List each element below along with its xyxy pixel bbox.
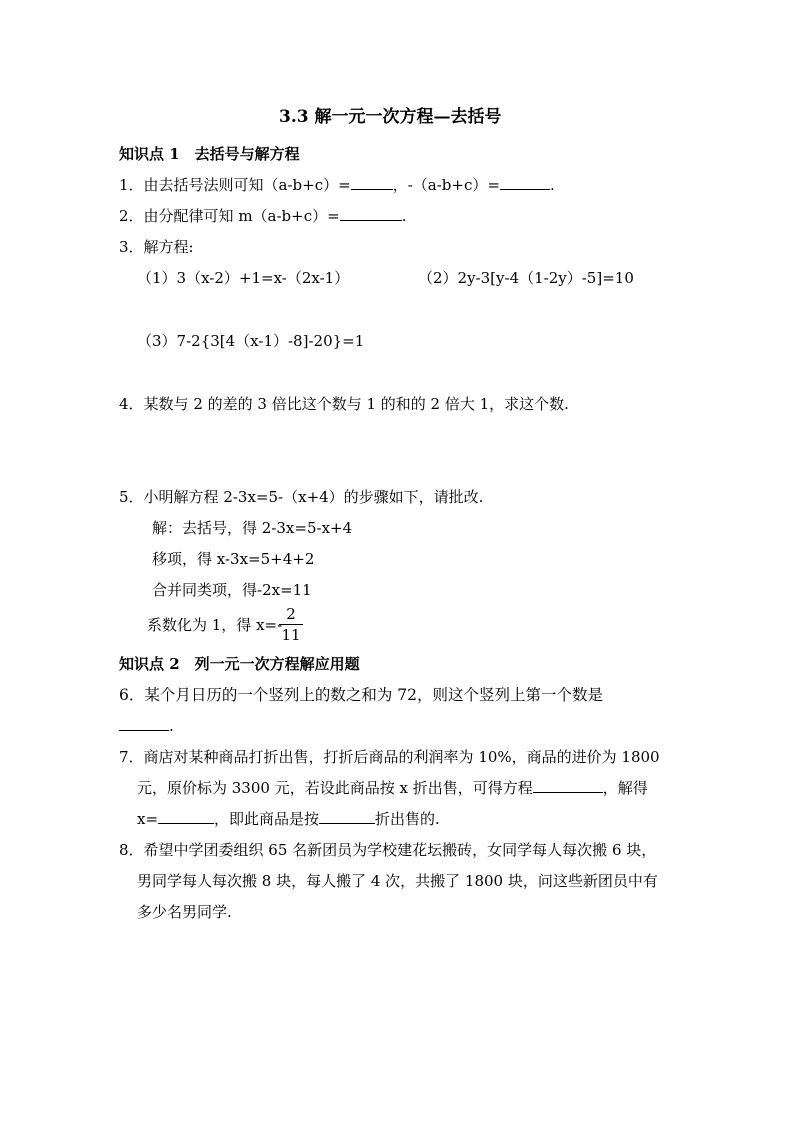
question-text: ，即此商品是按 <box>214 810 320 828</box>
section-heading-2: 知识点 2 列一元一次方程解应用题 <box>119 655 360 673</box>
solution-step-4: 系数化为 1，得 x=- <box>147 616 283 634</box>
question-text: 由分配律可知 m（a-b+c）= <box>143 207 340 225</box>
question-6-line-1: 6．某个月日历的一个竖列上的数之和为 72，则这个竖列上第一个数是 <box>119 686 604 704</box>
question-1 <box>119 174 555 196</box>
question-4 <box>119 393 569 415</box>
question-number: 3． <box>119 238 144 256</box>
question-5 <box>119 486 483 508</box>
solution-step-3: 合并同类项，得-2x=11 <box>152 581 312 599</box>
question-text: ，解得 <box>602 779 648 797</box>
section-heading-1: 知识点 1 去括号与解方程 <box>119 145 300 163</box>
question-8-line-1: 8．希望中学团委组织 65 名新团员为学校建花坛搬砖，女同学每人每次搬 6 块， <box>119 841 657 859</box>
question-number: 2． <box>119 207 144 225</box>
solution-step-1: 解：去括号，得 2-3x=5-x+4 <box>152 519 353 537</box>
question-7-line-3 <box>137 808 440 830</box>
question-text: 解方程: <box>143 238 194 256</box>
question-2 <box>119 205 406 227</box>
question-text: x= <box>137 810 159 828</box>
answer-blank[interactable] <box>340 206 402 221</box>
fraction-numerator: 2 <box>286 605 296 623</box>
question-text: 元，原价标为 3300 元，若设此商品按 x 折出售，可得方程 <box>137 779 533 797</box>
question-text: 由去括号法则可知（a-b+c）= <box>143 176 351 194</box>
answer-blank[interactable] <box>533 778 603 793</box>
answer-blank[interactable] <box>158 809 214 824</box>
answer-blank[interactable] <box>500 175 550 190</box>
question-8-line-3: 多少名男同学. <box>137 903 232 921</box>
answer-blank[interactable] <box>319 809 375 824</box>
question-number: 1． <box>119 176 144 194</box>
question-6-line-2 <box>119 715 174 737</box>
question-text: . <box>549 176 555 194</box>
question-text: 某数与 2 的差的 3 倍比这个数与 1 的和的 2 倍大 1，求这个数. <box>143 395 569 413</box>
solution-step-2: 移项，得 x-3x=5+4+2 <box>152 550 315 568</box>
answer-blank[interactable] <box>351 175 393 190</box>
question-8-line-2: 男同学每人每次搬 8 块，每人搬了 4 次，共搬了 1800 块，问这些新团员中有 <box>137 872 658 890</box>
equation-part-1: （1）3（x-2）+1=x-（2x-1） <box>137 269 350 287</box>
question-text: ，-（a-b+c）= <box>392 176 500 194</box>
question-text: 折出售的. <box>375 810 440 828</box>
question-7-line-1: 7．商店对某种商品打折出售，打折后商品的利润率为 10%，商品的进价为 1800 <box>119 748 660 766</box>
question-3 <box>119 236 194 258</box>
equation-part-3: （3）7-2{3[4（x-1）-8]-20}=1 <box>137 332 365 350</box>
answer-blank[interactable] <box>119 716 169 731</box>
fraction <box>279 605 303 644</box>
equation-part-2: （2）2y-3[y-4（1-2y）-5]=10 <box>418 269 634 287</box>
question-number: 5． <box>119 488 144 506</box>
question-number: 4． <box>119 395 144 413</box>
question-text: . <box>169 717 174 735</box>
question-text: . <box>401 207 407 225</box>
page-title: 3.3 解一元一次方程—去括号 <box>279 107 502 127</box>
question-text: 小明解方程 2-3x=5-（x+4）的步骤如下，请批改. <box>143 488 484 506</box>
fraction-bar <box>279 624 303 625</box>
question-7-line-2 <box>137 777 648 799</box>
fraction-denominator: 11 <box>281 626 301 644</box>
